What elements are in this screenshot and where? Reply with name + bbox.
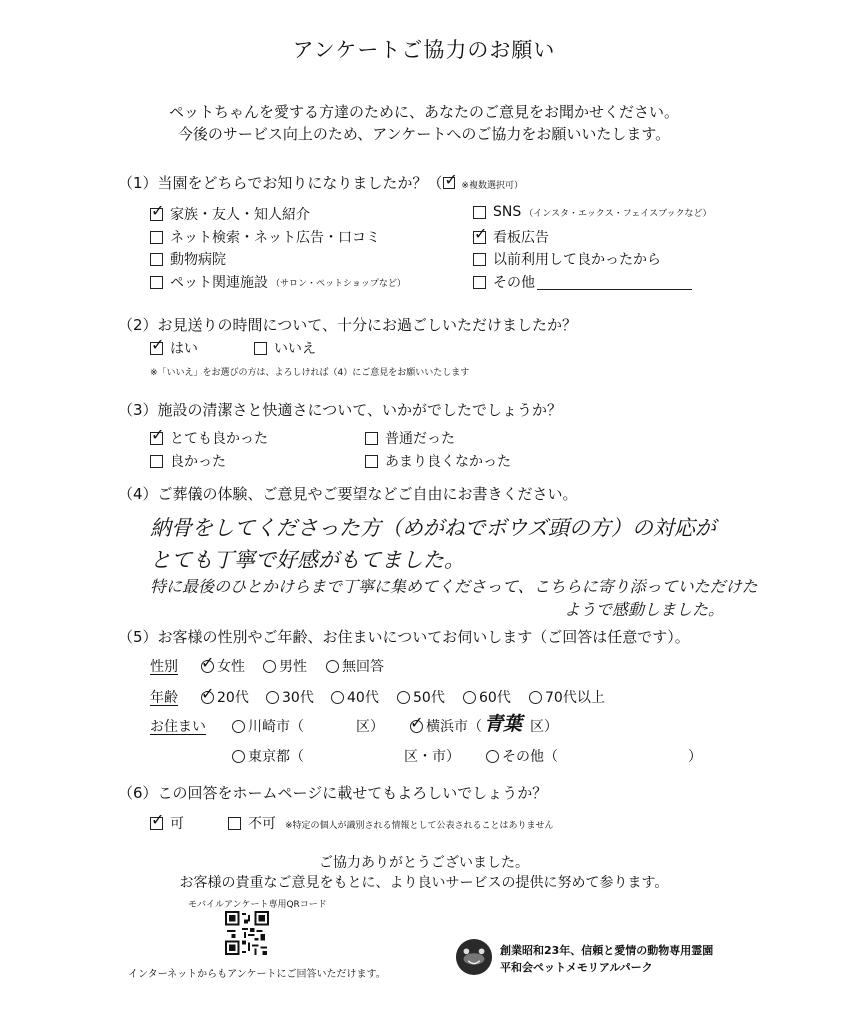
checkbox[interactable]: [473, 276, 486, 289]
checkbox[interactable]: [473, 206, 486, 219]
address-label: お住まい: [150, 719, 206, 735]
option-label: 良かった: [170, 454, 226, 470]
other-blank-line[interactable]: [537, 275, 692, 290]
checkbox[interactable]: [228, 817, 241, 830]
q1-option-vet[interactable]: [150, 249, 226, 269]
closing-line-2: お客様の貴重なご意見をもとに、より良いサービスの提供に努めて参ります。: [179, 875, 669, 891]
checkbox[interactable]: [150, 455, 163, 468]
option-label: 女性: [217, 659, 245, 675]
option-label: SNS: [493, 204, 522, 220]
option-sub: （インスタ・エックス・フェイスブックなど）: [524, 208, 712, 219]
option-label: 可: [170, 816, 184, 832]
radio[interactable]: [397, 691, 410, 704]
option-label: 動物病院: [170, 252, 226, 268]
age-50s[interactable]: [397, 687, 445, 707]
option-label: 無回答: [342, 659, 384, 675]
q2-option-yes[interactable]: [150, 338, 198, 358]
address-tokyo-suffix: 区・市）: [404, 749, 460, 765]
option-label: 横浜市（: [426, 719, 482, 735]
option-label: ネット検索・ネット広告・口コミ: [170, 230, 380, 246]
checkbox[interactable]: [150, 253, 163, 266]
address-other-close: ）: [688, 749, 702, 765]
option-label: 20代: [217, 690, 249, 706]
q1-option-net[interactable]: [150, 227, 380, 247]
age-20s[interactable]: [201, 687, 249, 707]
option-label: その他: [493, 275, 535, 291]
q6-option-no[interactable]: [228, 813, 276, 833]
option-label: 以前利用して良かったから: [493, 252, 661, 268]
company-logo-icon: [455, 938, 493, 976]
q2-note: ※「いいえ」をお選びの方は、よろしければ（4）にご意見をお願いいたします: [150, 368, 470, 378]
checkbox[interactable]: [473, 253, 486, 266]
q1-label: [118, 172, 523, 193]
radio[interactable]: [529, 691, 542, 704]
checkbox[interactable]: [150, 276, 163, 289]
q3-label: （3）施設の清潔さと快適さについて、いかがでしたでしょうか？: [118, 401, 562, 419]
q1-option-sns[interactable]: [473, 204, 712, 220]
q5-label: （5）お客様の性別やご年齢、お住まいについてお伺いします（ご回答は任意です）。: [118, 628, 690, 646]
checkbox-checked[interactable]: [150, 817, 163, 830]
option-label: 70代以上: [545, 690, 605, 706]
q2-label: （2）お見送りの時間について、十分にお過ごしいただけましたか？: [118, 316, 577, 334]
radio[interactable]: [326, 660, 339, 673]
q3-option-very-good[interactable]: [150, 428, 268, 448]
address-tokyo[interactable]: [232, 746, 304, 766]
intro-line-2: 今後のサービス向上のため、アンケートへのご協力をお願いいたします。: [177, 125, 671, 143]
age-40s[interactable]: [331, 687, 379, 707]
checkbox[interactable]: [365, 455, 378, 468]
q6-label: （6）この回答をホームページに載せてもよろしいでしょうか？: [118, 784, 548, 802]
checkbox-checked[interactable]: [150, 432, 163, 445]
checkbox-checked[interactable]: [150, 342, 163, 355]
company-tagline: 創業昭和23年、信頼と愛情の動物専用霊園: [500, 944, 714, 957]
option-label: 60代: [479, 690, 511, 706]
gender-female[interactable]: [201, 656, 245, 676]
option-label: 男性: [279, 659, 307, 675]
company-name: 平和会ペットメモリアルパーク: [500, 961, 653, 974]
option-label: いいえ: [274, 341, 316, 357]
q1-option-family[interactable]: [150, 204, 310, 224]
checkbox[interactable]: [254, 342, 267, 355]
option-label: その他（: [502, 749, 558, 765]
option-label: ペット関連施設: [170, 275, 268, 291]
checkbox[interactable]: [365, 432, 378, 445]
address-yokohama[interactable]: [410, 716, 482, 736]
radio[interactable]: [463, 691, 476, 704]
gender-no-answer[interactable]: [326, 656, 384, 676]
q1-option-pet-facility[interactable]: [150, 272, 406, 292]
handwritten-line-1: 納骨をしてくださった方（めがねでボウズ頭の方）の対応が: [150, 516, 716, 540]
q1-option-previous[interactable]: [473, 249, 661, 269]
address-yokohama-ku: 区）: [530, 719, 558, 735]
intro-line-1: ペットちゃんを愛する方達のために、あなたのご意見をお聞かせください。: [168, 103, 679, 121]
q3-option-normal[interactable]: [365, 428, 455, 448]
gender-label: 性別: [150, 659, 178, 675]
handwritten-line-3: 特に最後のひとかけらまで丁寧に集めてくださって、こちらに寄り添っていただけた: [150, 577, 758, 596]
option-sub: （サロン・ペットショップなど）: [271, 278, 406, 289]
age-label: 年齢: [150, 690, 178, 706]
radio[interactable]: [486, 750, 499, 763]
q1-label-text: （1）当園をどちらでお知りになりましたか？（: [118, 174, 443, 192]
radio[interactable]: [232, 750, 245, 763]
radio-checked[interactable]: [410, 720, 423, 733]
radio[interactable]: [263, 660, 276, 673]
option-label: 50代: [413, 690, 445, 706]
option-label: 東京都（: [248, 749, 304, 765]
address-kawasaki[interactable]: [232, 716, 304, 736]
handwritten-line-2: とても丁寧で好感がもてました。: [150, 548, 465, 572]
radio-checked[interactable]: [201, 660, 214, 673]
radio[interactable]: [266, 691, 279, 704]
address-other[interactable]: [486, 746, 558, 766]
q4-label: （4）ご葬儀の体験、ご意見やご要望などご自由にお書きください。: [118, 485, 578, 503]
q2-option-no[interactable]: [254, 338, 316, 358]
qr-caption: モバイルアンケート専用QRコード: [188, 900, 327, 910]
q3-option-good[interactable]: [150, 451, 226, 471]
age-30s[interactable]: [266, 687, 314, 707]
checkbox-checked[interactable]: [150, 208, 163, 221]
q6-note: ※特定の個人が識別される情報として公表されることはありません: [285, 821, 554, 831]
q1-multi-note: ※複数選択可）: [461, 181, 523, 191]
radio[interactable]: [331, 691, 344, 704]
checkbox-checked[interactable]: [473, 231, 486, 244]
checkbox[interactable]: [150, 231, 163, 244]
page-title: アンケートご協力のお願い: [292, 38, 556, 62]
age-60s[interactable]: [463, 687, 511, 707]
q1-option-other[interactable]: [473, 272, 692, 292]
radio-checked[interactable]: [201, 691, 214, 704]
gender-male[interactable]: [263, 656, 307, 676]
qr-footer: インターネットからもアンケートにご回答いただけます。: [128, 969, 386, 980]
q6-option-yes[interactable]: [150, 813, 184, 833]
option-label: 看板広告: [493, 230, 549, 246]
option-label: 普通だった: [385, 431, 455, 447]
address-kawasaki-ku: 区）: [356, 719, 384, 735]
handwritten-ward: 青葉: [484, 713, 523, 735]
radio[interactable]: [232, 720, 245, 733]
option-label: 不可: [248, 816, 276, 832]
option-label: あまり良くなかった: [385, 454, 511, 470]
option-label: 川崎市（: [248, 719, 304, 735]
q3-option-not-good[interactable]: [365, 451, 511, 471]
option-label: 30代: [282, 690, 314, 706]
closing-line-1: ご協力ありがとうございました。: [319, 855, 529, 871]
option-label: 40代: [347, 690, 379, 706]
option-label: とても良かった: [170, 431, 268, 447]
q1-option-signboard[interactable]: [473, 227, 549, 247]
qr-code-icon[interactable]: [225, 911, 269, 955]
option-label: 家族・友人・知人紹介: [170, 207, 310, 223]
handwritten-line-4: ようで感動しました。: [564, 600, 725, 619]
option-label: はい: [170, 341, 198, 357]
checkbox-icon: [443, 177, 455, 189]
age-70s-plus[interactable]: [529, 687, 605, 707]
